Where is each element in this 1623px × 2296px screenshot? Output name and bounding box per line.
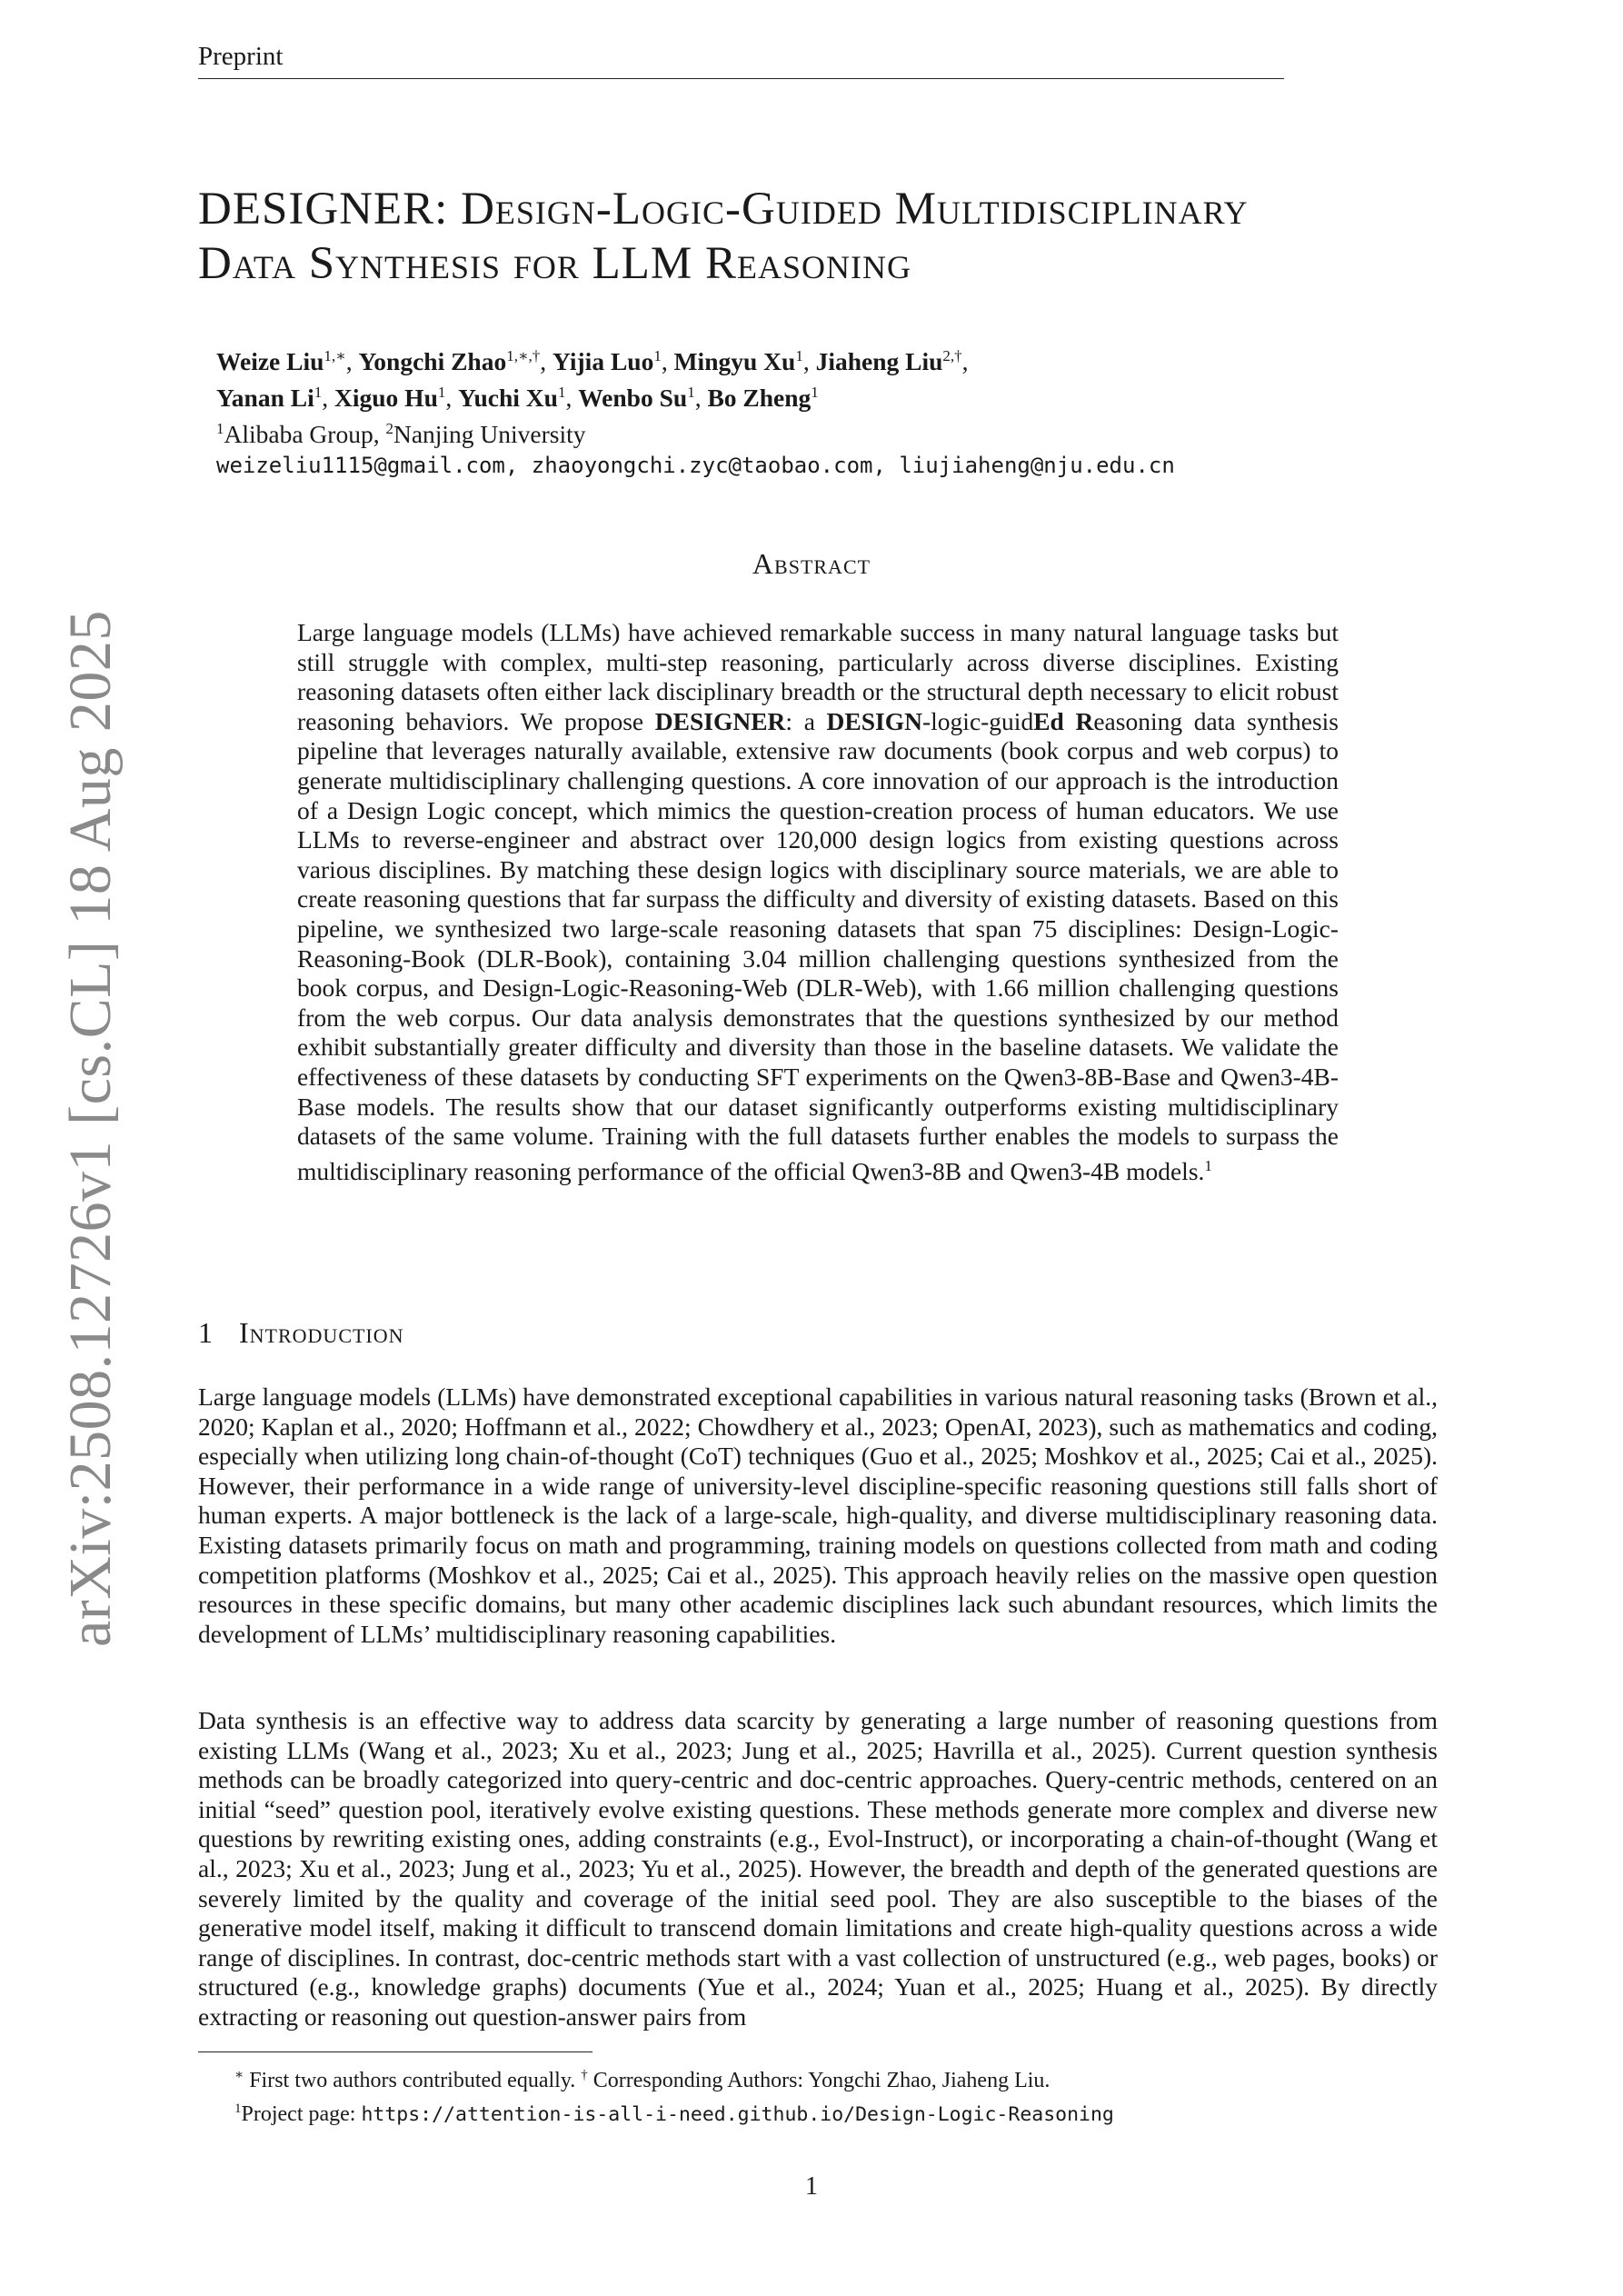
author-sup: 1 (795, 347, 803, 364)
affiliation: Alibaba Group, (224, 420, 386, 449)
author-name: Yongchi Zhao (358, 347, 507, 376)
footnotes (234, 2061, 1416, 2129)
project-url-link[interactable]: https://attention-is-all-i-need.github.io/Design-Logic-Reasoning (361, 2103, 1114, 2126)
affiliations (216, 414, 1398, 450)
abstract-heading: Abstract (752, 547, 871, 580)
abstract-bold: Ed R (1033, 706, 1094, 735)
author-sup: 1,∗,† (506, 347, 541, 364)
author-name: Jiaheng Liu (815, 347, 943, 376)
title-part: Reasoning (692, 238, 912, 289)
abstract-text: Large language models (LLMs) have achieved remarkable success in many natural language tasks but still struggle with complex, multi-step reasoning, particularly across diverse disciplines. Existing reasoning datasets often either lack disciplinary breadth or the structural depth necessary to elicit robust reasoning behaviors. We propose (297, 618, 1339, 735)
abstract-bold: DESIGN (826, 706, 922, 735)
author-name: Wenbo Su (578, 384, 688, 413)
title-part: Multidisciplinary (881, 184, 1249, 235)
abstract-body (297, 618, 1339, 1186)
author-sup: 1 (687, 384, 695, 402)
intro-paragraph: Large language models (LLMs) have demonstrated exceptional capabilities in various natural reasoning tasks (Brown et al., 2020; Kaplan et al., 2020; Hoffmann et al., 2022; Chowdhery et al., 2023; OpenAI, 2023), such as mathematics and coding, especially when utilizing long chain-of-thought (CoT) techniques (Guo et al., 2025; Moshkov et al., 2025; Cai et al., 2025). However, their performance in a wide range of university-level discipline-specific reasoning questions still falls short of human experts. A major bottleneck is the lack of a large-scale, high-quality, and diverse multidisciplinary reasoning data. Existing datasets primarily focus on math and programming, training models on questions collected from math and coding competition platforms (Moshkov et al., 2025; Cai et al., 2025). This approach heavily relies on the massive open question resources in these specific domains, but many other academic disciplines lack such abundant resources, which limits the development of LLMs’ multidisciplinary reasoning capabilities. (198, 1383, 1438, 1648)
running-header: Preprint (198, 42, 284, 71)
author-name: Yanan Li (216, 384, 314, 413)
footnote-ref: 1 (1204, 1156, 1212, 1174)
abstract-text: easoning data synthesis pipeline that leverages naturally available, extensive raw documents (book corpus and web corpus) to generate multidisciplinary challenging questions. A core innovation of our approach is the introduction of a Design Logic concept, which mimics the question-creation process of human educators. We use LLMs to reverse-engineer and abstract over 120,000 design logics from existing questions across various disciplines. By matching these design logics with disciplinary source materials, we are able to create reasoning questions that far surpass the difficulty and diversity of existing datasets. Based on this pipeline, we synthesized two large-scale reasoning datasets that span 75 disciplines: Design-Logic-Reasoning-Book (DLR-Book), containing 3.04 million challenging questions synthesized from the book corpus, and Design-Logic-Reasoning-Web (DLR-Web), with 1.66 million challenging questions from the web corpus. Our data analysis demonstrates that the questions synthesized by our method exhibit substantially greater difficulty and diversity than those in the baseline datasets. We validate the effectiveness of these datasets by conducting SFT experiments on the Qwen3-8B-Base and Qwen3-4B-Base models. The results show that our dataset significantly outperforms existing multidisciplinary datasets of the same volume. Training with the full datasets further enables the models to surpass the multidisciplinary reasoning performance of the official Qwen3-8B and Qwen3-4B models. (297, 706, 1339, 1185)
author-name: Xiguo Hu (334, 384, 438, 413)
title-part: DESIGNER: (198, 184, 462, 235)
footnote-mark: † (581, 2068, 588, 2082)
author-name: Weize Liu (216, 347, 324, 376)
paper-title (198, 182, 1470, 291)
footnote-project (234, 2095, 1416, 2129)
author-name: Mingyu Xu (673, 347, 796, 376)
footnote-text: First two authors contributed equally. (244, 2069, 582, 2092)
author-sup: 1 (314, 384, 323, 402)
author-name: Yuchi Xu (458, 384, 558, 413)
page-number: 1 (805, 2172, 818, 2201)
affiliation-sup: 1 (216, 420, 224, 438)
author-sup: 1 (653, 347, 662, 364)
affiliation-sup: 2 (385, 420, 393, 438)
title-part: LLM (592, 238, 693, 289)
author-line-1: Weize Liu$^{1,∗}$, Yongchi Zhao$^{1,∗,\dagger}$, Yijia Luo$^1$, Mingyu Xu$^1$, Jiaheng Liu$^{2,\dagger}$, (216, 347, 969, 376)
title-part: Design-Logic-Guided (461, 184, 882, 235)
abstract-bold: DESIGNER (654, 706, 786, 735)
arxiv-stamp: arXiv:2508.12726v1 [cs.CL] 18 Aug 2025 (57, 610, 124, 1647)
section-heading (198, 1316, 404, 1350)
footnote-authors (234, 2061, 1416, 2095)
author-name: Bo Zheng (707, 384, 812, 413)
intro-paragraph: Data synthesis is an effective way to address data scarcity by generating a large number of reasoning questions from existing LLMs (Wang et al., 2023; Xu et al., 2023; Jung et al., 2025; Havrilla et al., 2025). Current question synthesis methods can be broadly categorized into query-centric and doc-centric approaches. Query-centric methods, centered on an initial “seed” question pool, iteratively evolve existing questions. These methods generate more complex and diverse new questions by rewriting existing ones, adding constraints (e.g., Evol-Instruct), or incorporating a chain-of-thought (Wang et al., 2023; Xu et al., 2023; Jung et al., 2023; Yu et al., 2025). However, the breadth and depth of the generated questions are severely limited by the quality and coverage of the initial seed pool. They are also susceptible to the biases of the generative model itself, making it difficult to transcend domain limitations and create high-quality questions across a wide range of disciplines. In contrast, doc-centric methods start with a vast collection of unstructured (e.g., web pages, books) or structured (e.g., knowledge graphs) documents (Yue et al., 2024; Yuan et al., 2025; Huang et al., 2025). By directly extracting or reasoning out question-answer pairs from (198, 1706, 1438, 2031)
author-sup: 1 (557, 384, 566, 402)
footnote-mark: ∗ (234, 2068, 244, 2082)
author-name: Yijia Luo (553, 347, 654, 376)
abstract-text: : a (785, 706, 827, 735)
affiliation: Nanjing University (393, 420, 586, 449)
author-sup: 2,† (942, 347, 962, 364)
footnote-rule (198, 2051, 592, 2052)
footnote-text: Project page: (241, 2102, 362, 2126)
author-sup: 1 (437, 384, 446, 402)
author-line-2: Yanan Li$^1$, Xiguo Hu$^1$, Yuchi Xu$^1$, Wenbo Su$^1$, Bo Zheng$^1$ (216, 384, 819, 413)
section-title: Introduction (239, 1316, 404, 1349)
author-block (216, 341, 1398, 481)
title-part: Data Synthesis for (198, 238, 592, 289)
author-sup: 1,∗ (324, 347, 346, 364)
section-number: 1 (198, 1316, 214, 1349)
author-emails: weizeliu1115@gmail.com, zhaoyongchi.zyc@taobao.com, liujiaheng@nju.edu.cn (216, 453, 1175, 479)
abstract-text: -logic-guid (922, 706, 1034, 735)
footnote-text: Corresponding Authors: Yongchi Zhao, Jiaheng Liu. (587, 2069, 1050, 2092)
footnote-mark: 1 (234, 2101, 242, 2116)
header-rule (198, 78, 1284, 79)
author-sup: 1 (811, 384, 819, 402)
